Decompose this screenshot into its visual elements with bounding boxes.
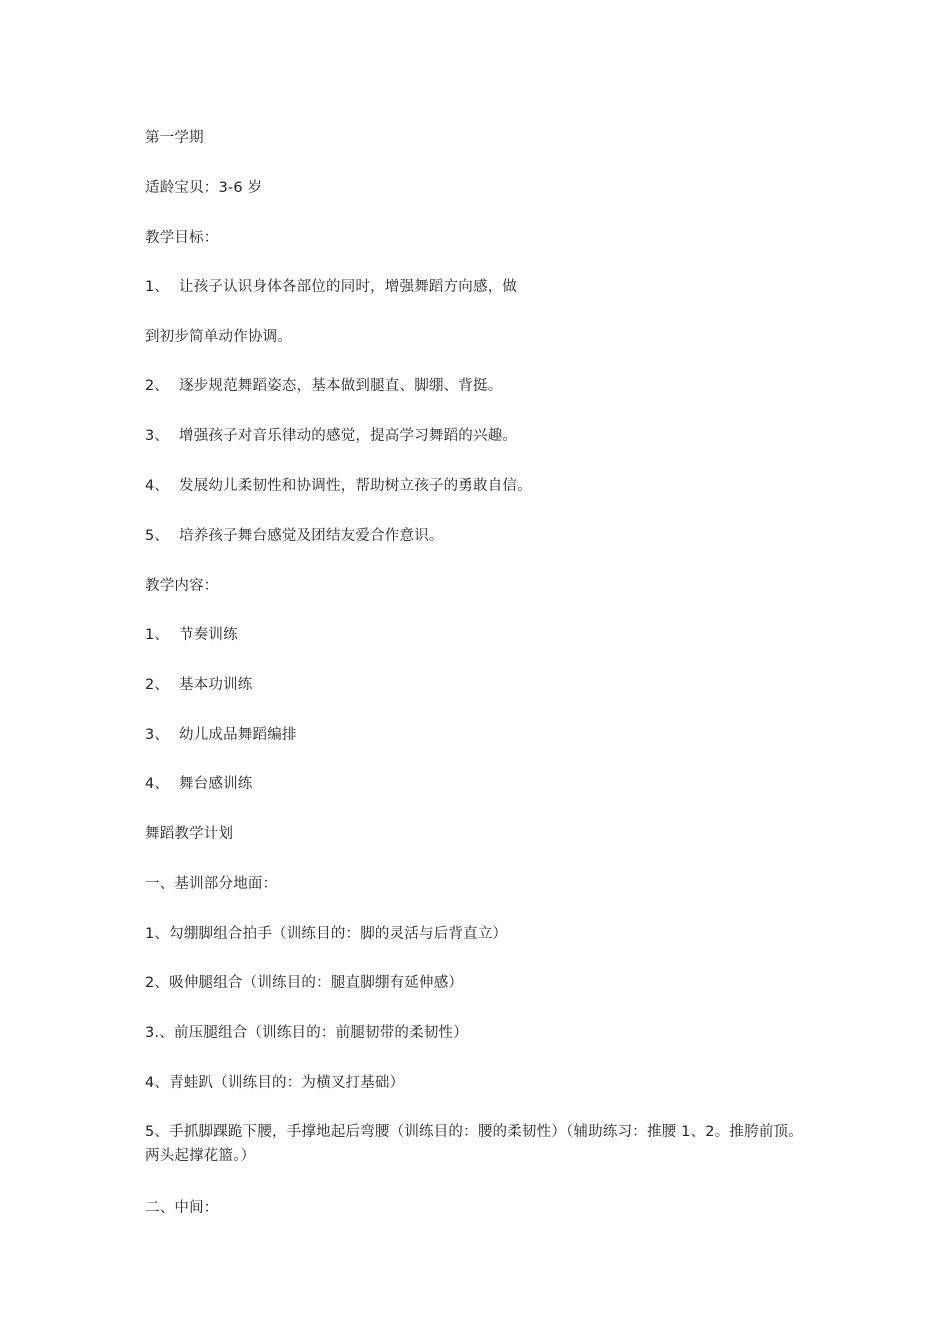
content-item: 3、 幼儿成品舞蹈编排 [145,727,297,743]
age-range-text: 适龄宝贝：3-6 岁 [145,180,263,196]
semester-heading: 第一学期 [145,130,204,146]
goal-item: 1、 让孩子认识身体各部位的同时，增强舞蹈方向感，做 [145,279,518,295]
section-one-heading: 一、基训部分地面： [145,876,278,892]
goal-item: 2、 逐步规范舞蹈姿态，基本做到腿直、脚绷、背挺。 [145,378,503,394]
exercise-item: 1、勾绷脚组合拍手（训练目的：脚的灵活与后背直立） [145,926,508,942]
section-two-heading: 二、中间： [145,1200,219,1216]
goal-item-continuation: 到初步简单动作协调。 [145,329,292,345]
content-item: 2、 基本功训练 [145,677,253,693]
teaching-goals-heading: 教学目标： [145,230,219,246]
goal-item: 5、 培养孩子舞台感觉及团结友爱合作意识。 [145,528,444,544]
exercise-item: 5、手抓脚踝跪下腰，手撑地起后弯腰（训练目的：腰的柔韧性）（辅助练习：推腰 1、2。推胯前顶。两头起撑花篮。） [145,1124,803,1164]
dance-plan-heading: 舞蹈教学计划 [145,826,234,842]
exercise-item: 3.、前压腿组合（训练目的：前腿韧带的柔韧性） [145,1025,468,1041]
exercise-item: 4、青蛙趴（训练目的：为横叉打基础） [145,1075,405,1091]
content-item: 1、 节奏训练 [145,627,238,643]
exercise-item: 2、吸伸腿组合（训练目的：腿直脚绷有延伸感） [145,975,464,991]
goal-item: 4、 发展幼儿柔韧性和协调性，帮助树立孩子的勇敢自信。 [145,478,532,494]
teaching-content-heading: 教学内容： [145,578,219,594]
content-item: 4、 舞台感训练 [145,776,253,792]
goal-item: 3、 增强孩子对音乐律动的感觉，提高学习舞蹈的兴趣。 [145,428,518,444]
